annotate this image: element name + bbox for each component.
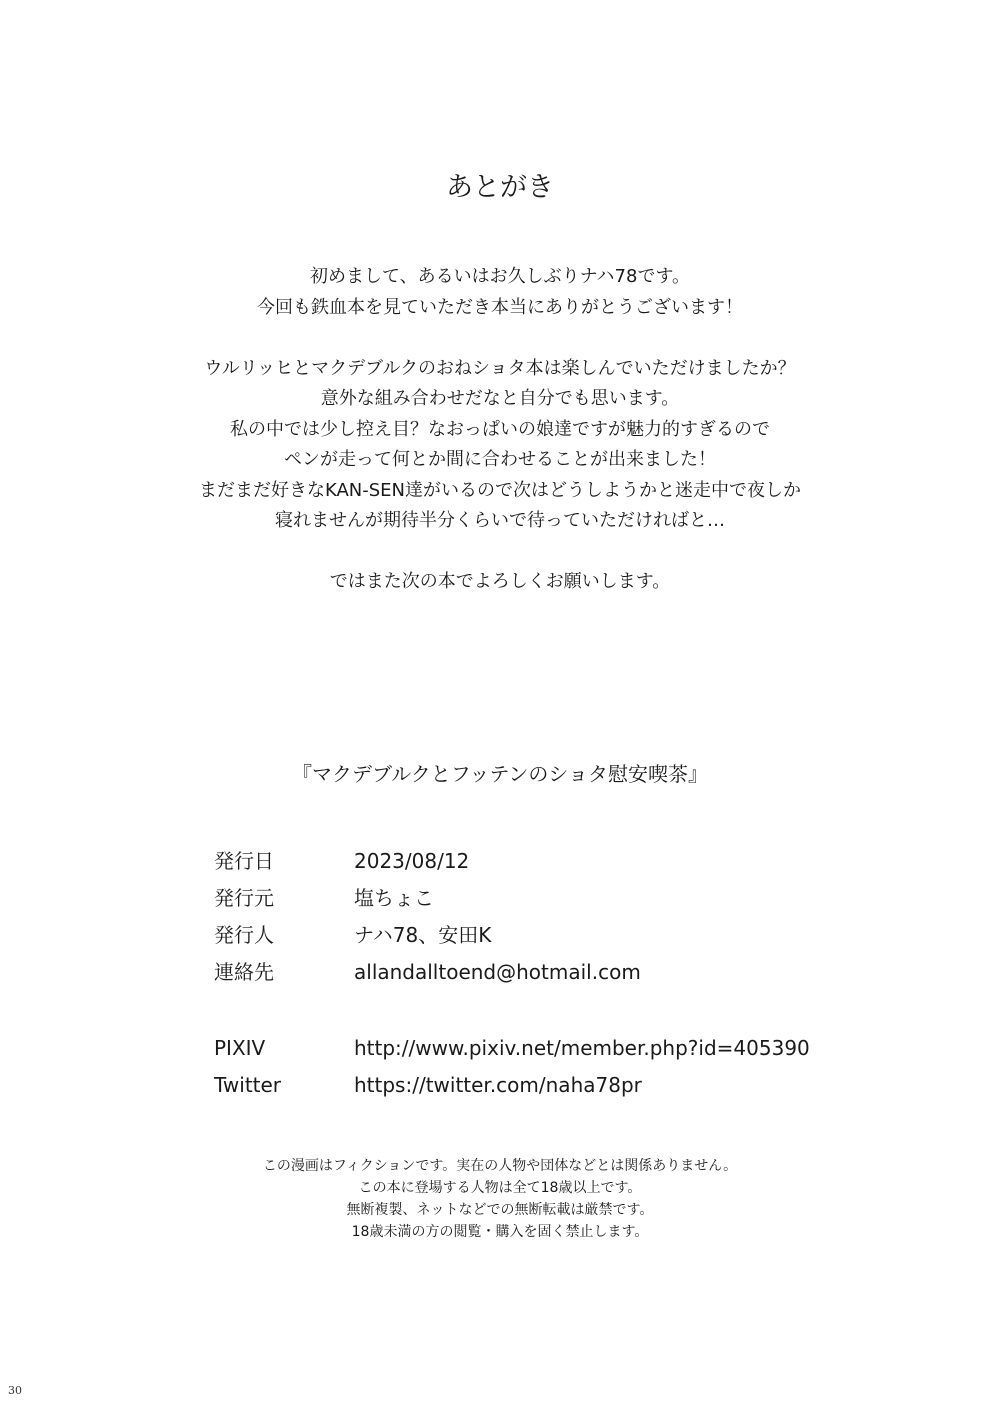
colophon-label: 発行日 [214, 849, 274, 873]
links [214, 1030, 834, 1104]
colophon-label: 発行人 [214, 923, 274, 947]
afterword-line: ではまた次の本でよろしくお願いします。 [329, 571, 671, 592]
afterword-line: ペンが走って何とか間に合わせることが出来ました！ [284, 449, 716, 470]
afterword-line: 初めまして、あるいはお久しぶりナハ78です。 [309, 266, 691, 287]
afterword-body [0, 262, 1000, 598]
disclaimer-line: この漫画はフィクションです。実在の人物や団体などとは関係ありません。 [262, 1158, 738, 1174]
colophon-value: 塩ちょこ [354, 886, 434, 910]
colophon-row-date [214, 843, 834, 880]
afterword-line: 私の中では少し控え目？なおっぱいの娘達ですが魅力的すぎるので [230, 418, 770, 440]
colophon-row-contact [214, 954, 834, 991]
afterword-line: 今回も鉄血本を見ていただき本当にありがとうございます！ [257, 296, 743, 318]
colophon-value: ナハ78、安田K [354, 923, 492, 947]
colophon-label: 連絡先 [214, 960, 274, 984]
afterword-title: あとがき [446, 172, 554, 203]
paragraph-gap [0, 537, 1000, 568]
contact-email: allandalltoend@hotmail.com [354, 960, 641, 984]
afterword-line: ウルリッヒとマクデブルクのおねショタ本は楽しんでいただけましたか？ [204, 357, 796, 379]
disclaimer [0, 1155, 1000, 1243]
book-title: 『マクデブルクとフッテンのショタ慰安喫茶』 [292, 762, 708, 786]
link-row-pixiv [214, 1030, 834, 1067]
disclaimer-line: 無断複製、ネットなどでの無断転載は厳禁です。 [346, 1202, 654, 1218]
link-row-twitter [214, 1067, 834, 1104]
link-label: Twitter [214, 1073, 282, 1097]
colophon-row-publisher [214, 880, 834, 917]
link-label: PIXIV [214, 1036, 266, 1060]
twitter-url: https://twitter.com/naha78pr [354, 1073, 642, 1097]
afterword-line: まだまだ好きなKAN-SEN達がいるので次はどうしようかと迷走中で夜しか [198, 479, 802, 501]
colophon-value: 2023/08/12 [354, 849, 470, 873]
pixiv-url: http://www.pixiv.net/member.php?id=405390 [354, 1036, 810, 1060]
afterword-line: 寝れませんが期待半分くらいで待っていただければと… [275, 510, 725, 531]
disclaimer-line: 18歳未満の方の閲覧・購入を固く禁止します。 [351, 1224, 649, 1240]
colophon [214, 843, 834, 991]
disclaimer-line: この本に登場する人物は全て18歳以上です。 [358, 1180, 642, 1196]
colophon-label: 発行元 [214, 886, 274, 910]
colophon-row-issuer [214, 917, 834, 954]
page-number: 30 [8, 1384, 22, 1397]
paragraph-gap [0, 323, 1000, 354]
afterword-line: 意外な組み合わせだなと自分でも思います。 [320, 388, 680, 409]
